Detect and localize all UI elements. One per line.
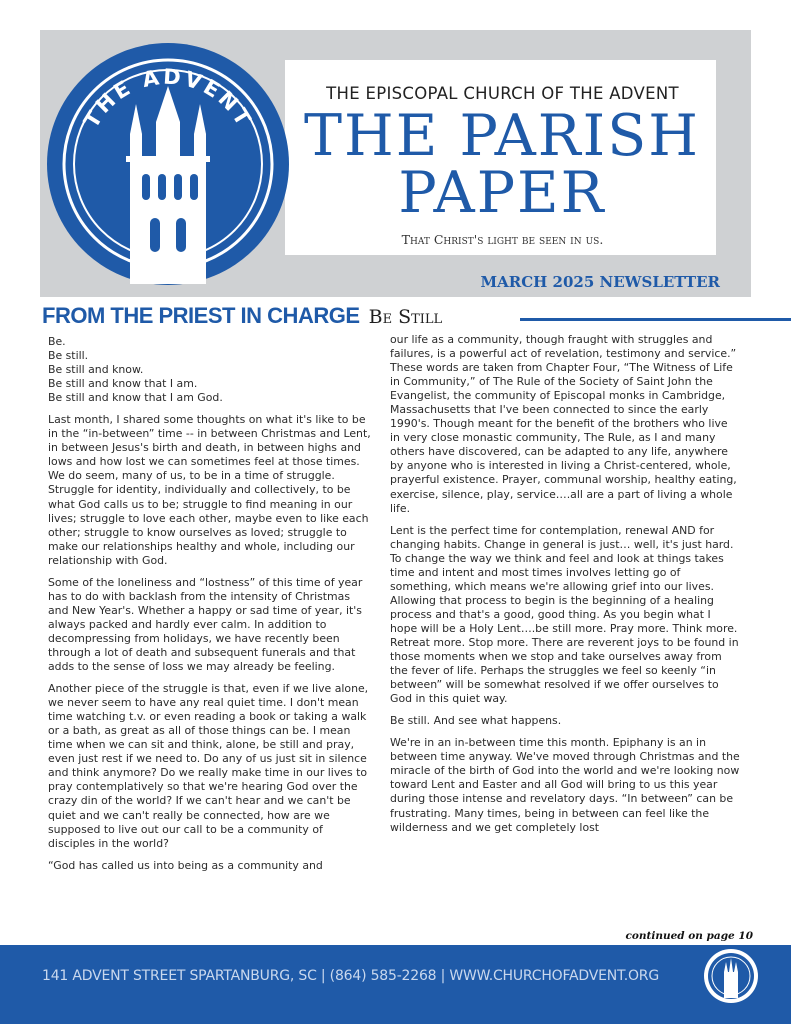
svg-text:THE ADVENT: THE ADVENT [79,64,257,132]
article-paragraph: Be still. And see what happens. [390,714,562,728]
section-subtitle: Be Still [368,306,443,328]
heading-rule [520,318,791,321]
article-paragraph: our life as a community, though fraught with struggles and failures, is a powerful act of revelation, testimony and service.” These words are taken from Chapter Four, “The Witness of Life in Community,” of The Rule of the Society of Saint John the Evangelist, the community of Episcopal monks in Cambridge, Massachusetts that I've been connected to since the early 1990's. Though meant for the benefit of the brothers who live in very close monastic community, The Rule, as I and many others have discovered, can be adapted to any life, anywhere by anyone who is interested in living a Christ-centered, whole, prayerful existence. Prayer, communal worship, healthy eating, exercise, silence, play, service….all are a part of living a whole life. [390,333,737,515]
article-paragraph: Some of the loneliness and “lostness” of this time of year has to do with backlash from the intensity of Christmas and New Year's. Whether a happy or sad time of year, it's always packed and hardly ever calm. In addition to decompressing from holidays, we have recently been through a lot of death and subsequent funerals and that adds to the sense of loss we may already be feeling. [48,575,363,674]
mantra-line: Be still and know. [48,363,144,377]
article-right-column [390,333,740,843]
article-paragraph: We're in an in-between time this month. Epiphany is an in between time anyway. We've moved through Christmas and the miracle of the birth of God into the world and we're looking now toward Lent and Easter and all God will bring to us this year during those intense and revelatory days. “In between” can be frustrating. Many times, being in between can feel like the wilderness and we get completely lost [390,736,740,834]
footer-logo-icon [703,948,759,1004]
article-paragraph: Another piece of the struggle is that, even if we live alone, we never seem to have any real quiet time. I don't mean time watching t.v. or even reading a book or taking a walk or a bath, as great as all of those things can be. I mean time when we can sit and think, alone, be still and pray, even just rest if we need to. Do any of us just sit in silence and think anymore? Do we really make time in our lives to pray contemplatively so that we're hearing God over the crazy din of the world? If we can't hear and we can't be quiet and we can't really be connected, how are we supposed to live out our call to be a community of disciples in the world? [48,682,369,850]
issue-date: MARCH 2025 NEWSLETTER [480,273,720,291]
footer-address: 141 ADVENT STREET SPARTANBURG, SC | (864) 585-2268 | WWW.CHURCHOFADVENT.ORG [42,968,659,984]
mantra-line: Be still. [48,349,89,363]
article-paragraph: “God has called us into being as a community and [48,858,323,872]
newsletter-title-line2: PAPER [398,160,606,226]
article-left-column [48,335,372,881]
church-logo [46,42,290,286]
section-heading [42,303,442,329]
newsletter-title-line1: THE PARISH [304,103,700,169]
mantra-line: Be still and know that I am God. [48,391,223,405]
article-paragraph: Lent is the perfect time for contemplation, renewal AND for changing habits. Change in general is just… well, it's just hard. To change the way we think and feel and look at things takes time and intent and most times involves letting go of something, which means we're allowing grief into our lives. Allowing that process to begin is the beginning of a healing process and that's a good, good thing. As you begin what I hope will be a Holy Lent….be still more. Pray more. Think more. Retreat more. Stop more. There are reverent joys to be found in those moments when we stop and take ourselves away from the fever of life. Perhaps the struggles we feel so keenly “in between” will be somewhat resolved if we offer ourselves to God in this quiet way. [390,523,739,706]
continued-note: continued on page 10 [625,930,753,942]
church-name: THE EPISCOPAL CHURCH OF THE ADVENT [326,84,679,103]
article-paragraph: Last month, I shared some thoughts on what it's like to be in the “in-between” time -- in between Christmas and Lent, in between Jesus's birth and death, in between highs and lows and how lost we can sometimes feel at those times. We do seem, many of us, to be in a time of struggle. Struggle for identity, individually and collectively, to be what God calls us to be; struggle to find meaning in our lives; struggle to love each other, maybe even to like each other; struggle to know ourselves as loved; struggle to make our relationships healthy and whole, including our relationship with God. [48,413,371,567]
section-title: FROM THE PRIEST IN CHARGE [42,303,360,328]
tagline: That Christ's light be seen in us. [401,232,604,247]
footer-bar [0,945,791,1024]
mantra [48,335,372,405]
mantra-line: Be. [48,335,66,348]
mantra-line: Be still and know that I am. [48,377,198,391]
